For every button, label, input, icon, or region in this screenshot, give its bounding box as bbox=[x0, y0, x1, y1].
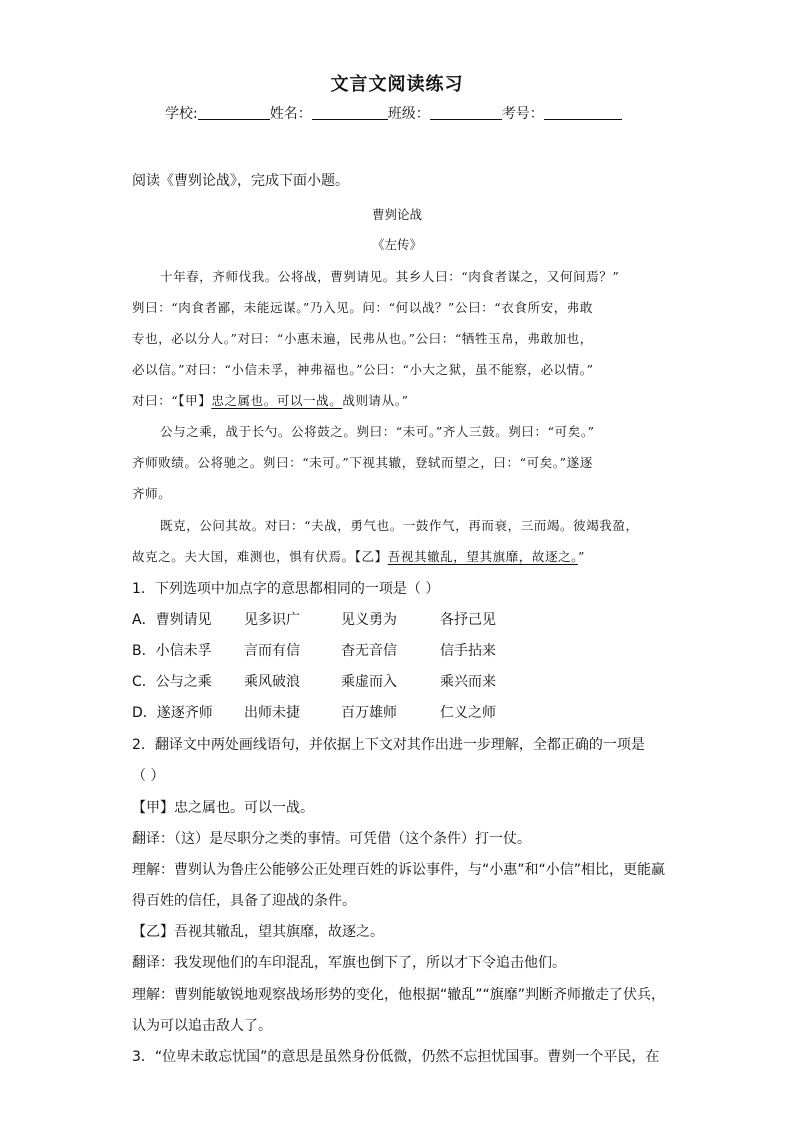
q1-option-c[interactable]: C．公与之乘 bbox=[132, 674, 212, 690]
q1-option-a-word: 各抒己见 bbox=[440, 612, 496, 628]
q2-yi-understanding-cont: 认为可以追击敌人了。 bbox=[132, 1018, 272, 1034]
jia-underlined-sentence: 忠之属也。可以一战。 bbox=[211, 393, 343, 408]
yi-prefix: 故克之。夫大国，难测也，惧有伏焉。【乙】 bbox=[132, 549, 388, 564]
passage-line: 刿曰：“肉食者鄙，未能远谋。”乃入见。问：“何以战？”公曰：“衣食所安，弗敢 bbox=[132, 300, 594, 315]
q1-option-b[interactable]: B．小信未孚 bbox=[132, 643, 212, 659]
q2-jia-understanding-cont: 得百姓的信任，具备了迎战的条件。 bbox=[132, 893, 356, 909]
exam-no-label: 考号： bbox=[501, 106, 544, 122]
passage-line: 既克，公问其故。对曰：“夫战，勇气也。一鼓作气，再而衰，三而竭。彼竭我盈， bbox=[160, 518, 639, 533]
q2-yi-understanding: 理解：曹刿能敏锐地观察战场形势的变化，他根据“辙乱”“旗靡”判断齐师撤走了伏兵， bbox=[132, 987, 666, 1003]
q1-option-b-word: 杳无音信 bbox=[341, 643, 397, 659]
q1-option-b-word: 言而有信 bbox=[244, 643, 300, 659]
name-blank[interactable] bbox=[312, 105, 388, 120]
q1-option-a[interactable]: A．曹刿请见 bbox=[132, 612, 212, 628]
passage-line: 公与之乘，战于长勺。公将鼓之。刿曰：“未可。”齐人三鼓。刿曰：“可矣。” bbox=[160, 424, 595, 439]
jia-suffix: 战则请从。” bbox=[342, 393, 409, 408]
jia-prefix: 对曰：“【甲】 bbox=[132, 393, 212, 408]
passage-title: 曹刿论战 bbox=[371, 207, 422, 222]
q2-yi-sentence: 【乙】吾视其辙乱，望其旗靡，故逐之。 bbox=[132, 924, 384, 940]
yi-suffix: ” bbox=[578, 549, 586, 564]
q1-option-d[interactable]: D．遂逐齐师 bbox=[132, 705, 213, 721]
q1-option-c-word: 乘风破浪 bbox=[244, 674, 300, 690]
yi-underlined-sentence: 吾视其辙乱，望其旗靡，故逐之。 bbox=[387, 549, 579, 564]
passage-line-jia bbox=[132, 391, 409, 409]
q2-jia-understanding: 理解：曹刿认为鲁庄公能够公正处理百姓的诉讼事件，与“小惠”和“小信”相比，更能赢 bbox=[132, 862, 666, 878]
school-label: 学校: bbox=[165, 106, 198, 122]
passage-line: 必以信。”对曰：“小信未孚，神弗福也。”公曰：“小大之狱，虽不能察，必以情。” bbox=[132, 362, 594, 377]
q1-option-d-word: 出师未捷 bbox=[244, 705, 300, 721]
question-2-answer-paren[interactable]: （ ） bbox=[132, 768, 165, 784]
q1-option-c-word: 乘虚而入 bbox=[341, 674, 397, 690]
q1-option-a-word: 见多识广 bbox=[244, 612, 300, 628]
q1-option-d-word: 百万雄师 bbox=[341, 705, 397, 721]
q1-option-c-word: 乘兴而来 bbox=[440, 674, 496, 690]
q1-option-a-word: 见义勇为 bbox=[341, 612, 397, 628]
question-2-stem: 2．翻译文中两处画线语句，并依据上下文对其作出进一步理解，全都正确的一项是 bbox=[132, 737, 645, 753]
page-title: 文言文阅读练习 bbox=[330, 74, 464, 95]
class-blank[interactable] bbox=[430, 105, 502, 120]
q2-jia-translation: 翻译：（这）是尽职分之类的事情。可凭借（这个条件）打一仗。 bbox=[132, 831, 531, 847]
name-label: 姓名： bbox=[269, 106, 312, 122]
passage-source: 《左传》 bbox=[371, 237, 422, 252]
school-blank[interactable] bbox=[198, 105, 270, 120]
exam-no-blank[interactable] bbox=[544, 105, 622, 120]
q2-yi-translation: 翻译：我发现他们的车印混乱，军旗也倒下了，所以才下令追击他们。 bbox=[132, 955, 566, 971]
q2-jia-sentence: 【甲】忠之属也。可以一战。 bbox=[132, 800, 314, 816]
passage-line: 十年春，齐师伐我。公将战，曹刿请见。其乡人曰：“肉食者谋之，又何间焉？” bbox=[160, 269, 620, 284]
passage-line: 齐师。 bbox=[132, 486, 172, 501]
question-3-stem: 3．“位卑未敢忘忧国”的意思是虽然身份低微，仍然不忘担忧国事。曹刿一个平民，在 bbox=[132, 1049, 660, 1065]
question-1-stem: 1．下列选项中加点字的意思都相同的一项是（ ） bbox=[132, 581, 440, 597]
passage-line-yi bbox=[132, 547, 585, 565]
student-info-row bbox=[165, 103, 622, 123]
instruction: 阅读《曹刿论战》，完成下面小题。 bbox=[132, 173, 349, 189]
passage-line: 齐师败绩。公将驰之。刿曰：“未可。”下视其辙，登轼而望之，曰：“可矣。”遂逐 bbox=[132, 455, 593, 470]
passage-line: 专也，必以分人。”对曰：“小惠未遍，民弗从也。”公曰：“牺牲玉帛，弗敢加也， bbox=[132, 331, 593, 346]
q1-option-b-word: 信手拈来 bbox=[440, 643, 496, 659]
q1-option-d-word: 仁义之师 bbox=[440, 705, 496, 721]
class-label: 班级： bbox=[387, 106, 430, 122]
